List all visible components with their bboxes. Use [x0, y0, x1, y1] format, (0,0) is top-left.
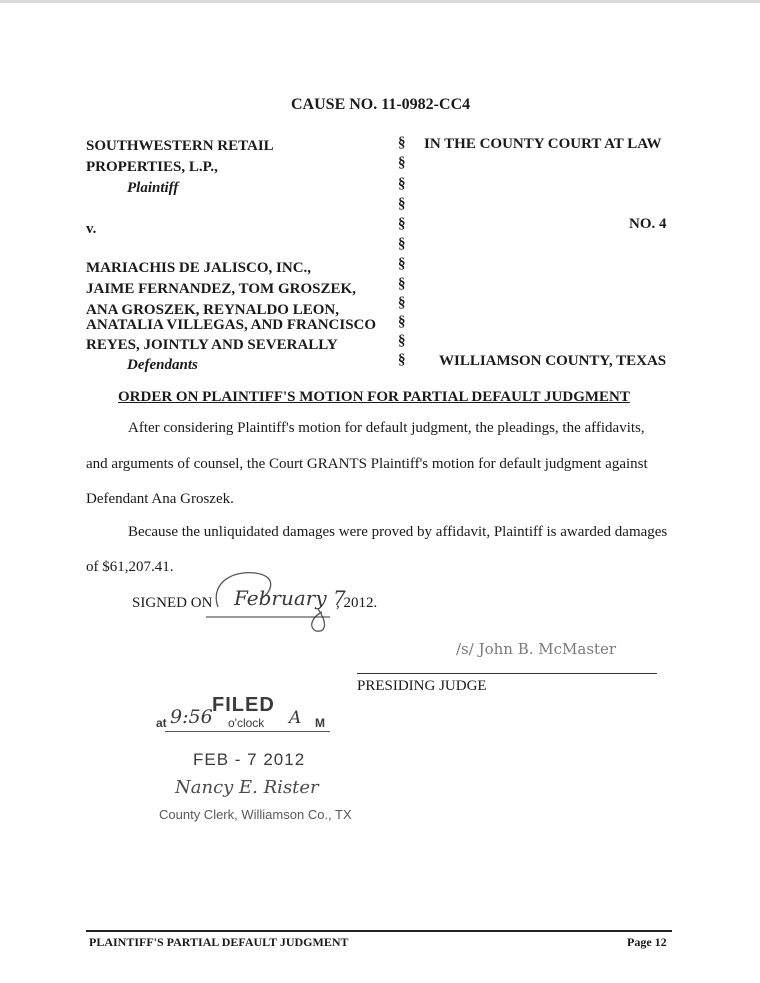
footer-title: PLAINTIFF'S PARTIAL DEFAULT JUDGMENT	[89, 935, 349, 949]
plaintiff-name-line-2: PROPERTIES, L.P.,	[86, 159, 218, 175]
judge-signature-line	[357, 673, 657, 674]
paragraph-1-line-2: and arguments of counsel, the Court GRANTS Plaintiff's motion for default judgment against	[86, 456, 648, 472]
signed-label: SIGNED ON	[132, 595, 213, 611]
footer-page-number: Page 12	[627, 935, 667, 949]
order-title: ORDER ON PLAINTIFF'S MOTION FOR PARTIAL DEFAULT JUDGMENT	[118, 389, 630, 405]
paragraph-1-line-1: After considering Plaintiff's motion for default judgment, the pleadings, the affidavits,	[128, 420, 645, 436]
top-edge-line	[0, 0, 760, 3]
section-symbol: §	[398, 256, 406, 272]
filed-stamp-title: FILED	[212, 694, 275, 716]
section-symbol: §	[398, 216, 406, 232]
signed-year: , 2012.	[336, 595, 378, 611]
handwritten-date: February 7	[234, 586, 346, 610]
section-symbol: §	[398, 236, 406, 252]
footer-rule	[86, 930, 672, 932]
judge-esignature: /s/ John B. McMaster	[456, 640, 617, 658]
defendant-line-2: JAIME FERNANDEZ, TOM GROSZEK,	[86, 281, 356, 297]
filed-stamp-at: at	[156, 716, 167, 730]
filed-stamp-line	[165, 731, 330, 732]
section-symbol: §	[398, 276, 406, 292]
defendant-line-5: REYES, JOINTLY AND SEVERALLY	[86, 337, 338, 353]
versus: v.	[86, 221, 97, 237]
paragraph-2-line-1: Because the unliquidated damages were proved by affidavit, Plaintiff is awarded damages	[128, 524, 668, 540]
section-symbol: §	[398, 333, 406, 349]
clerk-signature: Nancy E. Rister	[175, 777, 319, 798]
defendants-role: Defendants	[127, 357, 198, 373]
court-county: WILLIAMSON COUNTY, TEXAS	[439, 353, 667, 369]
plaintiff-role: Plaintiff	[127, 180, 179, 196]
section-symbol: §	[398, 176, 406, 192]
filed-stamp-clerk-title: County Clerk, Williamson Co., TX	[159, 807, 352, 822]
section-symbol: §	[398, 196, 406, 212]
paragraph-2-line-2: of $61,207.41.	[86, 559, 174, 575]
section-symbol: §	[398, 314, 406, 330]
filed-stamp-ampm: A	[289, 708, 302, 728]
section-symbol: §	[398, 352, 406, 368]
filed-stamp-oclock: o'clock	[228, 716, 265, 730]
defendant-line-4: ANATALIA VILLEGAS, AND FRANCISCO	[86, 317, 377, 333]
defendant-line-1: MARIACHIS DE JALISCO, INC.,	[86, 260, 312, 276]
section-symbol: §	[398, 135, 406, 151]
paragraph-1-line-3: Defendant Ana Groszek.	[86, 491, 234, 507]
judge-title: PRESIDING JUDGE	[357, 678, 487, 694]
cause-number: CAUSE NO. 11-0982-CC4	[291, 96, 471, 113]
filed-stamp-m: M	[315, 716, 325, 730]
defendant-line-3: ANA GROSZEK, REYNALDO LEON,	[86, 302, 339, 318]
filed-stamp-time: 9:56	[170, 706, 213, 728]
court-number: NO. 4	[629, 216, 667, 232]
section-symbol: §	[398, 295, 406, 311]
section-symbol: §	[398, 155, 406, 171]
filed-stamp-date: FEB - 7 2012	[193, 750, 306, 769]
court-name: IN THE COUNTY COURT AT LAW	[424, 136, 662, 152]
plaintiff-name-line-1: SOUTHWESTERN RETAIL	[86, 138, 274, 154]
